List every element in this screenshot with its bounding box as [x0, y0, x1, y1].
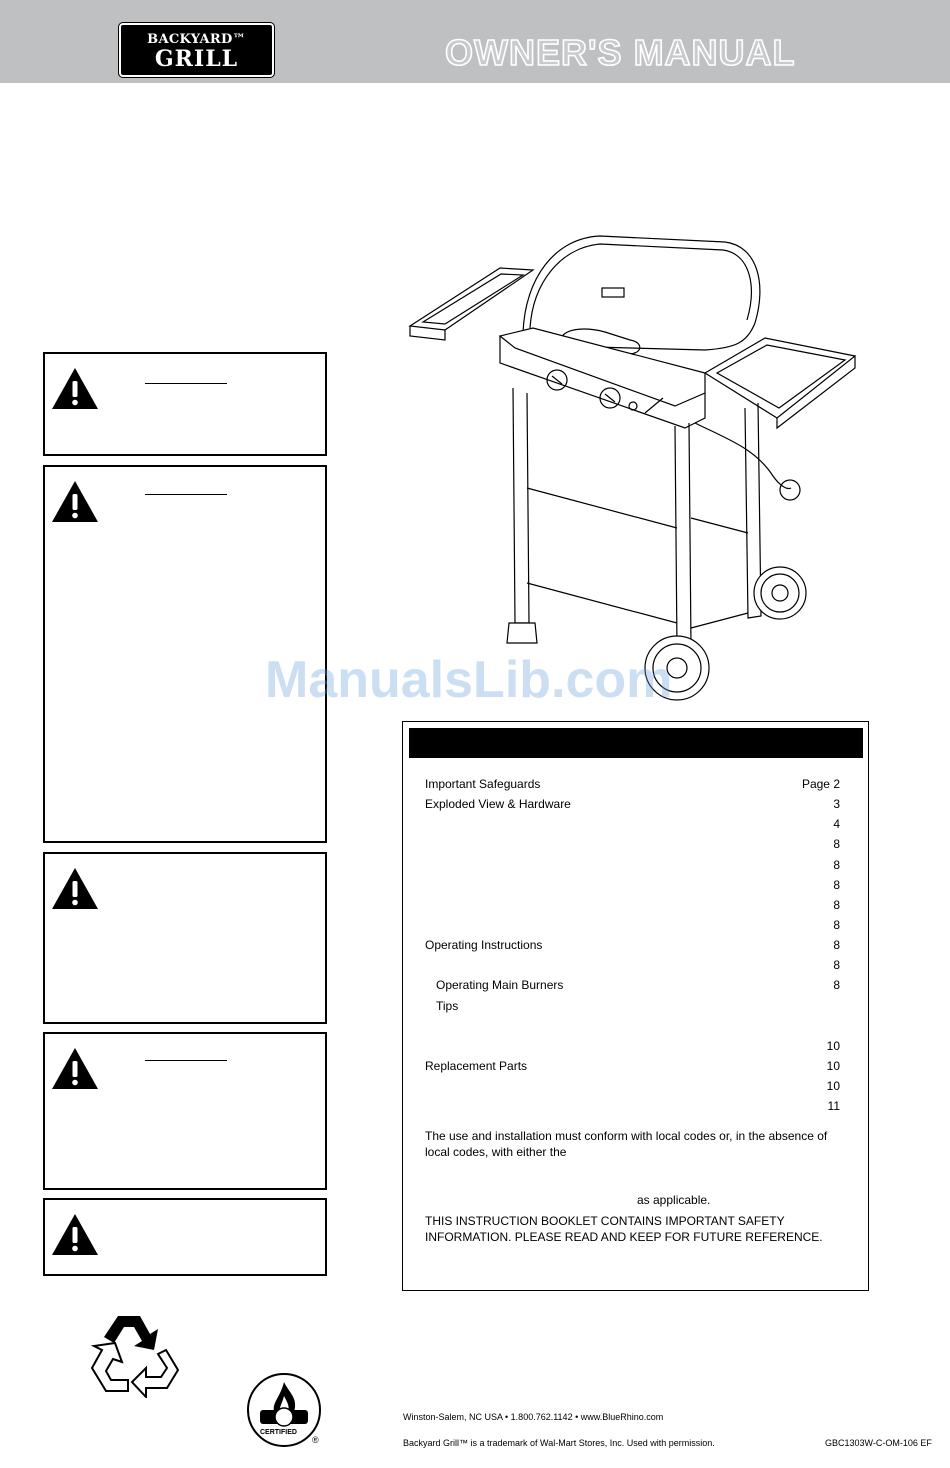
- toc-page: 8: [833, 878, 840, 892]
- toc-row: [425, 1038, 840, 1054]
- warning-heading-rule: [145, 383, 227, 384]
- warning-triangle-icon: [51, 479, 99, 523]
- grill-illustration: [405, 228, 860, 708]
- warning-box-1: [43, 352, 327, 456]
- toc-row: [425, 1078, 840, 1094]
- toc-label: Replacement Parts: [425, 1059, 528, 1073]
- csa-certified-label: CERTIFIED: [260, 1429, 297, 1436]
- warning-box-4: [43, 1032, 327, 1190]
- toc-page: 8: [833, 938, 840, 952]
- warning-box-5: [43, 1198, 327, 1276]
- toc-row: [425, 1098, 840, 1114]
- toc-label: Important Safeguards: [425, 777, 541, 791]
- warning-triangle-icon: [51, 1046, 99, 1090]
- warning-heading-rule: [145, 494, 227, 495]
- footer-address: Winston-Salem, NC USA • 1.800.762.1142 • www.BlueRhino.com: [403, 1412, 664, 1422]
- toc-row: [425, 816, 840, 832]
- toc-row: [425, 897, 840, 913]
- toc-page: 4: [833, 817, 840, 831]
- toc-row: [425, 796, 840, 812]
- footer-trademark: Backyard Grill™ is a trademark of Wal-Mart Stores, Inc. Used with permission.: [403, 1438, 715, 1448]
- recycle-icon: [88, 1310, 180, 1398]
- warning-triangle-icon: [51, 1212, 99, 1256]
- backyard-grill-logo: [119, 23, 274, 77]
- toc-page: 8: [833, 978, 840, 992]
- toc-row: [425, 917, 840, 933]
- toc-row: [425, 877, 840, 893]
- toc-row: [425, 857, 840, 873]
- toc-row: [425, 977, 840, 993]
- toc-page: 8: [833, 958, 840, 972]
- watermark: ManualsLib.com: [265, 651, 673, 709]
- contents-heading-bar: [409, 728, 863, 758]
- warning-triangle-icon: [51, 866, 99, 910]
- manual-title: OWNER'S MANUAL: [445, 32, 796, 73]
- toc-row: [425, 957, 840, 973]
- toc-page: 8: [833, 918, 840, 932]
- toc-label: Tips: [436, 999, 459, 1013]
- toc-page: 10: [826, 1039, 840, 1053]
- toc-label: Exploded View & Hardware: [425, 797, 571, 811]
- warning-triangle-icon: [51, 366, 99, 410]
- toc-page: Page 2: [801, 777, 840, 791]
- toc-label: Operating Main Burners: [436, 978, 564, 992]
- booklet-notice: THIS INSTRUCTION BOOKLET CONTAINS IMPORTANT SAFETY INFORMATION. PLEASE READ AND KEEP FOR FUTURE REFERENCE.: [425, 1214, 823, 1244]
- footer-doc-code: GBC1303W-C-OM-106 EF: [825, 1438, 932, 1448]
- warning-heading-rule: [145, 1060, 227, 1061]
- toc-page: 3: [833, 797, 840, 811]
- toc-label: Operating Instructions: [425, 938, 543, 952]
- toc-row: [425, 776, 840, 792]
- csa-certified-mark: [246, 1372, 322, 1448]
- toc-page: 11: [827, 1099, 840, 1113]
- toc-row: [425, 998, 840, 1014]
- warning-box-3: [43, 852, 327, 1024]
- contents-box: [402, 721, 869, 1291]
- toc-page: 8: [833, 837, 840, 851]
- toc-page: 10: [826, 1059, 840, 1073]
- toc-row: [425, 836, 840, 852]
- codes-paragraph: The use and installation must conform with local codes or, in the absence of local codes, with either the: [425, 1129, 828, 1159]
- toc-page: 8: [833, 898, 840, 912]
- toc-row: [425, 937, 840, 953]
- toc-row: [425, 1018, 840, 1034]
- toc-row: [425, 1058, 840, 1074]
- applicable-text: as applicable.: [637, 1193, 711, 1207]
- logo-line-1: BACKYARD™: [147, 32, 246, 47]
- header-band: [0, 0, 950, 83]
- registered-mark: ®: [312, 1435, 319, 1445]
- toc-page: 8: [833, 858, 840, 872]
- logo-line-2: GRILL: [154, 46, 239, 72]
- toc-page: 10: [826, 1079, 840, 1093]
